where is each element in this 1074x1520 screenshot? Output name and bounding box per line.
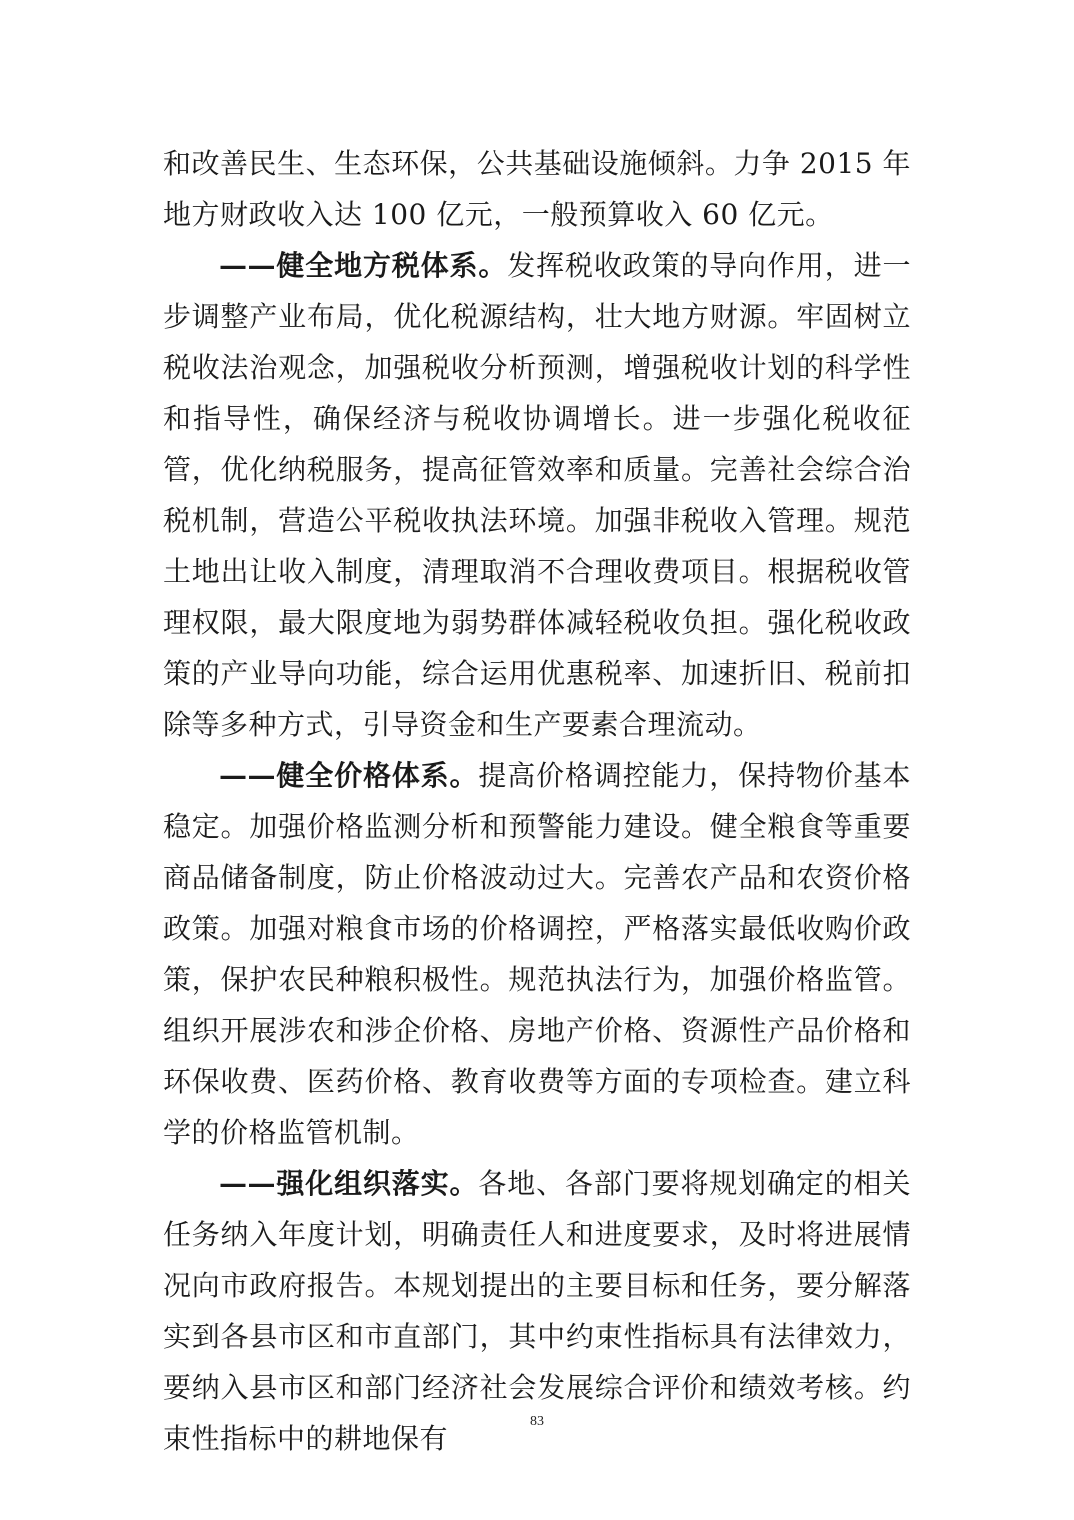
paragraph-1-text: 和改善民生、生态环保，公共基础设施倾斜。力争 2015 年地方财政收入达 100 亿元，一般预算收入 60 亿元。: [163, 147, 911, 231]
paragraph-price-system: [163, 750, 911, 1158]
document-body: [163, 138, 911, 1464]
page-number: 83: [530, 1414, 544, 1429]
paragraph-3-text: 提高价格调控能力，保持物价基本稳定。加强价格监测分析和预警能力建设。健全粮食等重要商品储备制度，防止价格波动过大。完善农产品和农资价格政策。加强对粮食市场的价格调控，严格落实最低收购价政策，保护农民种粮积极性。规范执法行为，加强价格监管。组织开展涉农和涉企价格、房地产价格、资源性产品价格和环保收费、医药价格、教育收费等方面的专项检查。建立科学的价格监管机制。: [163, 759, 911, 1149]
paragraph-3-heading: ——健全价格体系。: [219, 759, 479, 792]
paragraph-local-tax-system: [163, 240, 911, 750]
paragraph-1: [163, 138, 911, 240]
paragraph-4-text: 各地、各部门要将规划确定的相关任务纳入年度计划，明确责任人和进度要求，及时将进展情况向市政府报告。本规划提出的主要目标和任务，要分解落实到各县市区和市直部门，其中约束性指标具有法律效力，要纳入县市区和部门经济社会发展综合评价和绩效考核。约束性指标中的耕地保有: [163, 1167, 911, 1455]
paragraph-4-heading: ——强化组织落实。: [219, 1167, 479, 1200]
paragraph-2-heading: ——健全地方税体系。: [219, 249, 508, 282]
paragraph-2-text: 发挥税收政策的导向作用，进一步调整产业布局，优化税源结构，壮大地方财源。牢固树立税收法治观念，加强税收分析预测，增强税收计划的科学性和指导性，确保经济与税收协调增长。进一步强化税收征管，优化纳税服务，提高征管效率和质量。完善社会综合治税机制，营造公平税收执法环境。加强非税收入管理。规范土地出让收入制度，清理取消不合理收费项目。根据税收管理权限，最大限度地为弱势群体减轻税收负担。强化税收政策的产业导向功能，综合运用优惠税率、加速折旧、税前扣除等多种方式，引导资金和生产要素合理流动。: [163, 249, 911, 741]
